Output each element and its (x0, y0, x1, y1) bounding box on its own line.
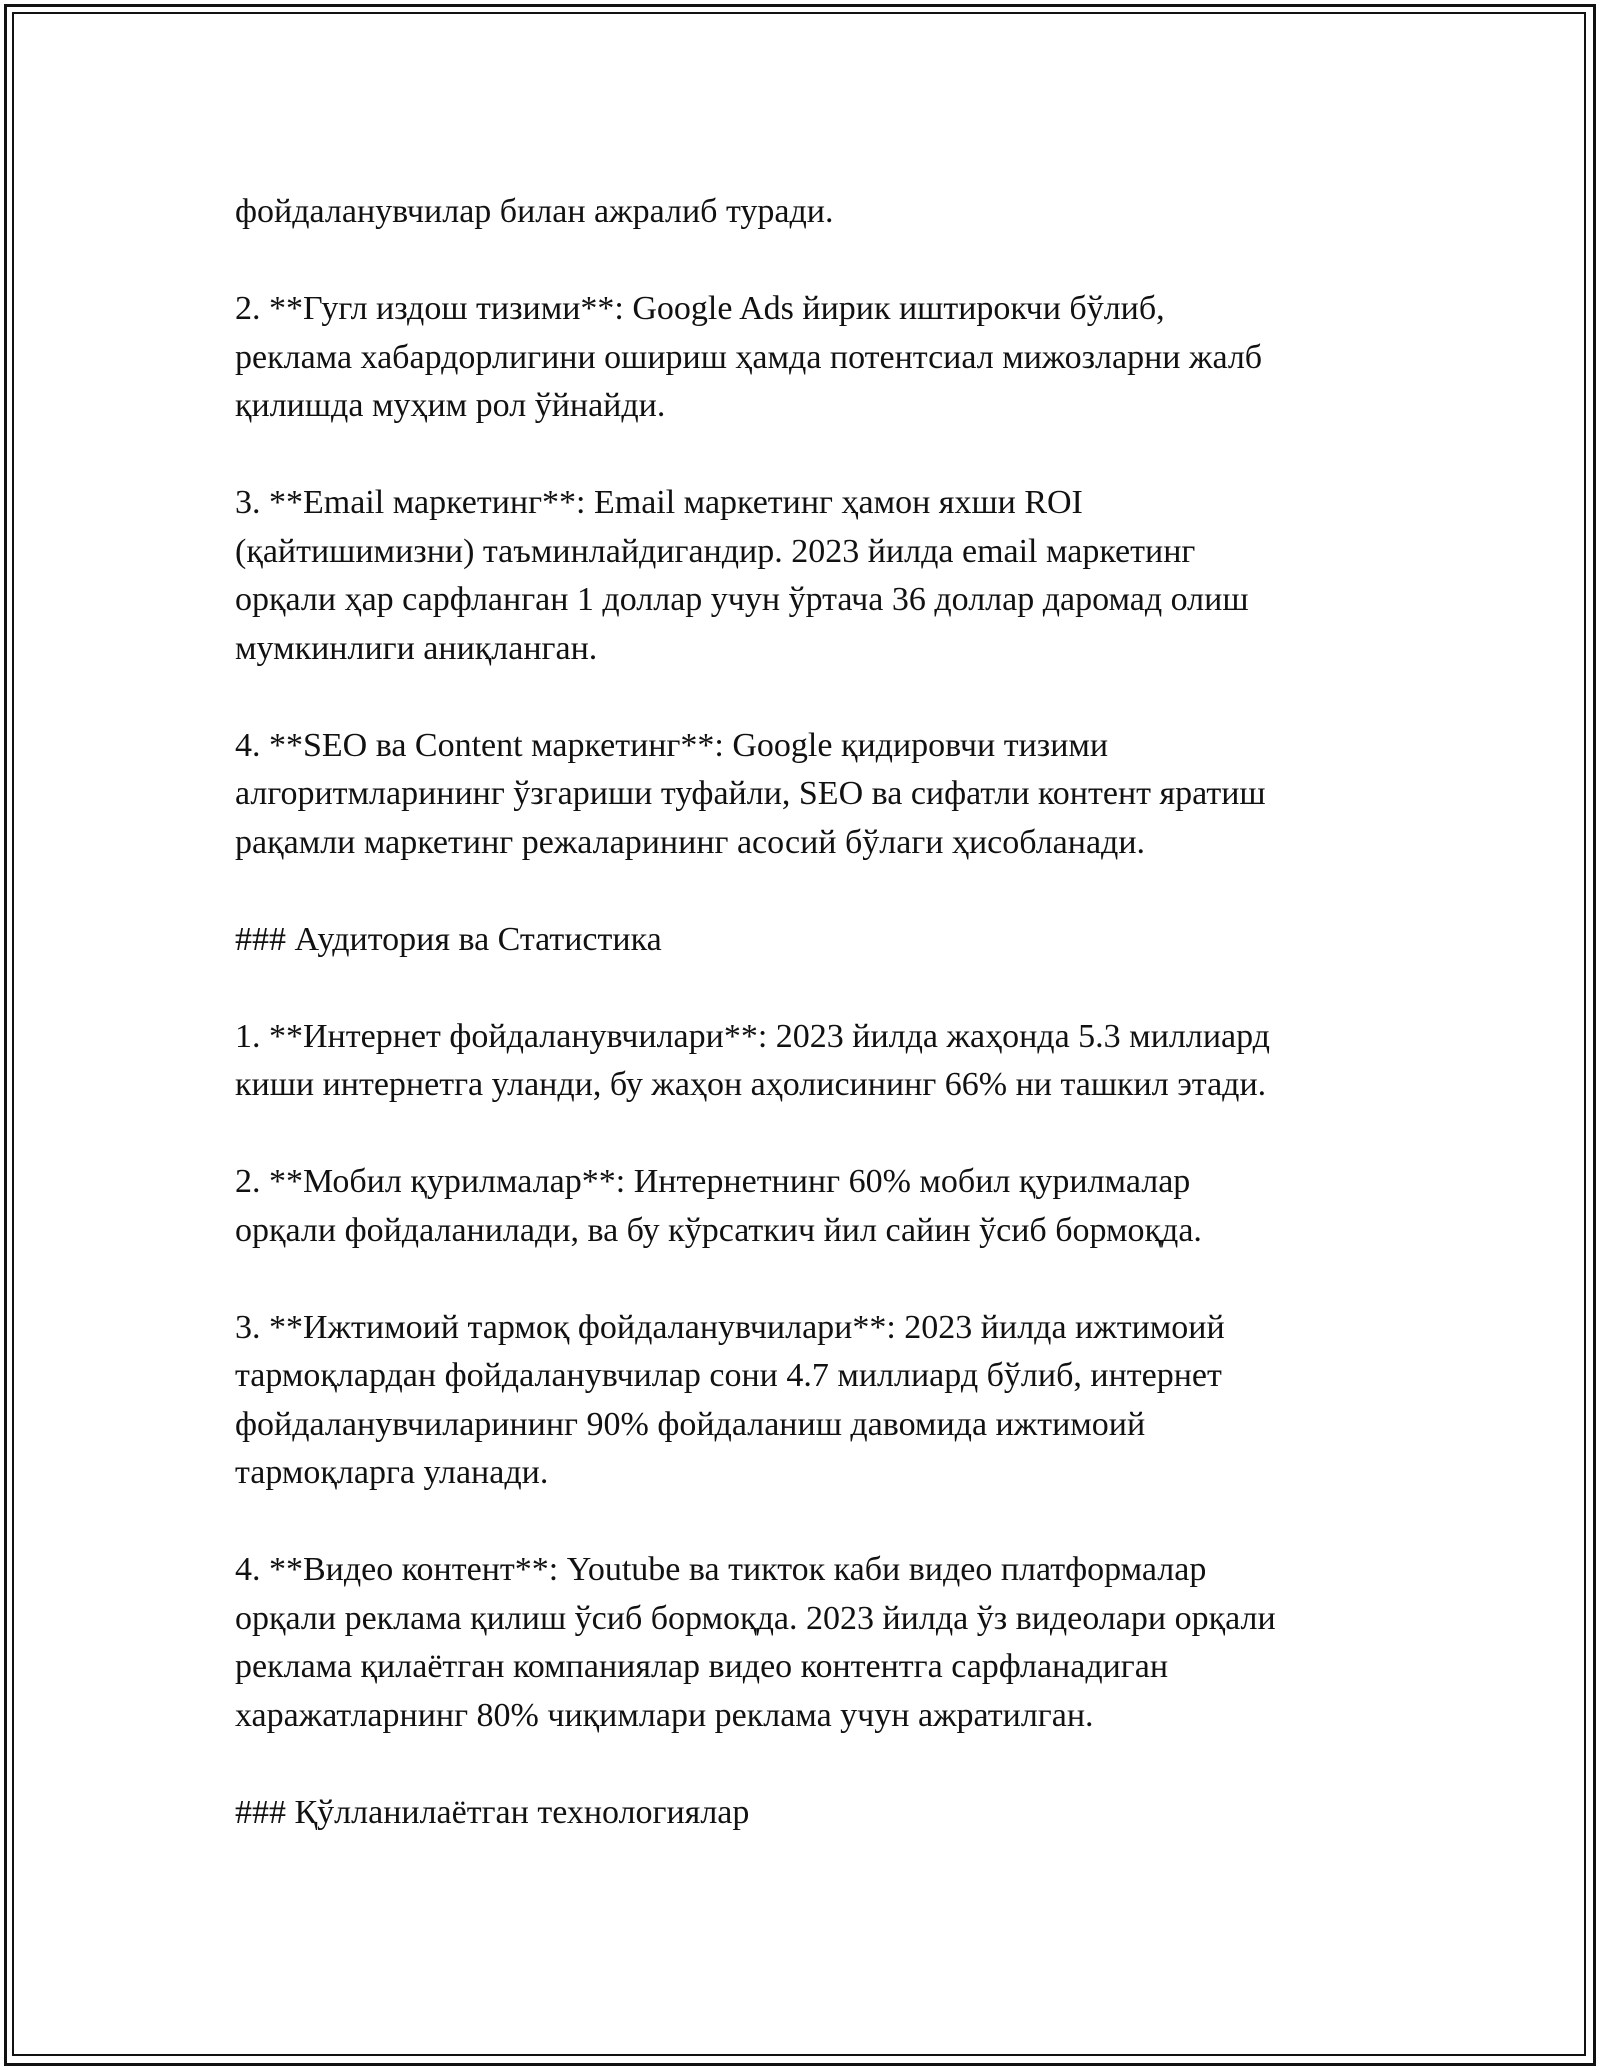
paragraph-continuation: фойдаланувчилар билан ажралиб туради. (235, 193, 834, 230)
list-item-internet-users: 1. **Интернет фойдаланувчилари**: 2023 йилда жаҳонда 5.3 миллиард киши интернетга уланди, бу жаҳон аҳолисининг 66% ни ташкил этади. (235, 1017, 1270, 1103)
list-item-social-network-users: 3. **Ижтимоий тармоқ фойдаланувчилари**: 2023 йилда ижтимоий тармоқлардан фойдаланувчилар сони 4.7 миллиард бўлиб, интернет фойдаланувчиларининг 90% фойдаланиш давомида ижтимоий тармоқларга уланади. (235, 1308, 1225, 1491)
document-body (235, 188, 1405, 1837)
list-item-email-marketing: 3. **Email маркетинг**: Email маркетинг ҳамон яхши ROI (қайтишимизни) таъминлайдигандир. 2023 йилда email маркетинг орқали ҳар сарфланган 1 доллар учун ўртача 36 доллар даромад олиш мумкинлиги аниқланган. (235, 484, 1249, 667)
list-item-seo-content: 4. **SEO ва Content маркетинг**: Google қидировчи тизими алгоритмларининг ўзгариши туфайли, SEO ва сифатли контент яратиш рақамли маркетинг режаларининг асосий бўлаги ҳисобланади. (235, 726, 1266, 861)
list-item-video-content: 4. **Видео контент**: Youtube ва тикток каби видео платформалар орқали реклама қилиш ўсиб бормоқда. 2023 йилда ўз видеолари орқали реклама қилаётган компаниялар видео контентга сарфланадиган харажатларнинг 80% чиқимлари реклама учун ажратилган. (235, 1551, 1276, 1734)
list-item-mobile-devices: 2. **Мобил қурилмалар**: Интернетнинг 60% мобил қурилмалар орқали фойдаланилади, ва бу кўрсаткич йил сайин ўсиб бормоқда. (235, 1163, 1202, 1249)
section-heading-technologies: ### Қўлланилаётган технологиялар (235, 1793, 750, 1831)
section-heading-audience: ### Аудитория ва Статистика (235, 920, 662, 958)
list-item-google-ads: 2. **Гугл издош тизими**: Google Ads йирик иштирокчи бўлиб, реклама хабардорлигини ошириш ҳамда потентсиал мижозларни жалб қилишда муҳим рол ўйнайди. (235, 290, 1263, 424)
